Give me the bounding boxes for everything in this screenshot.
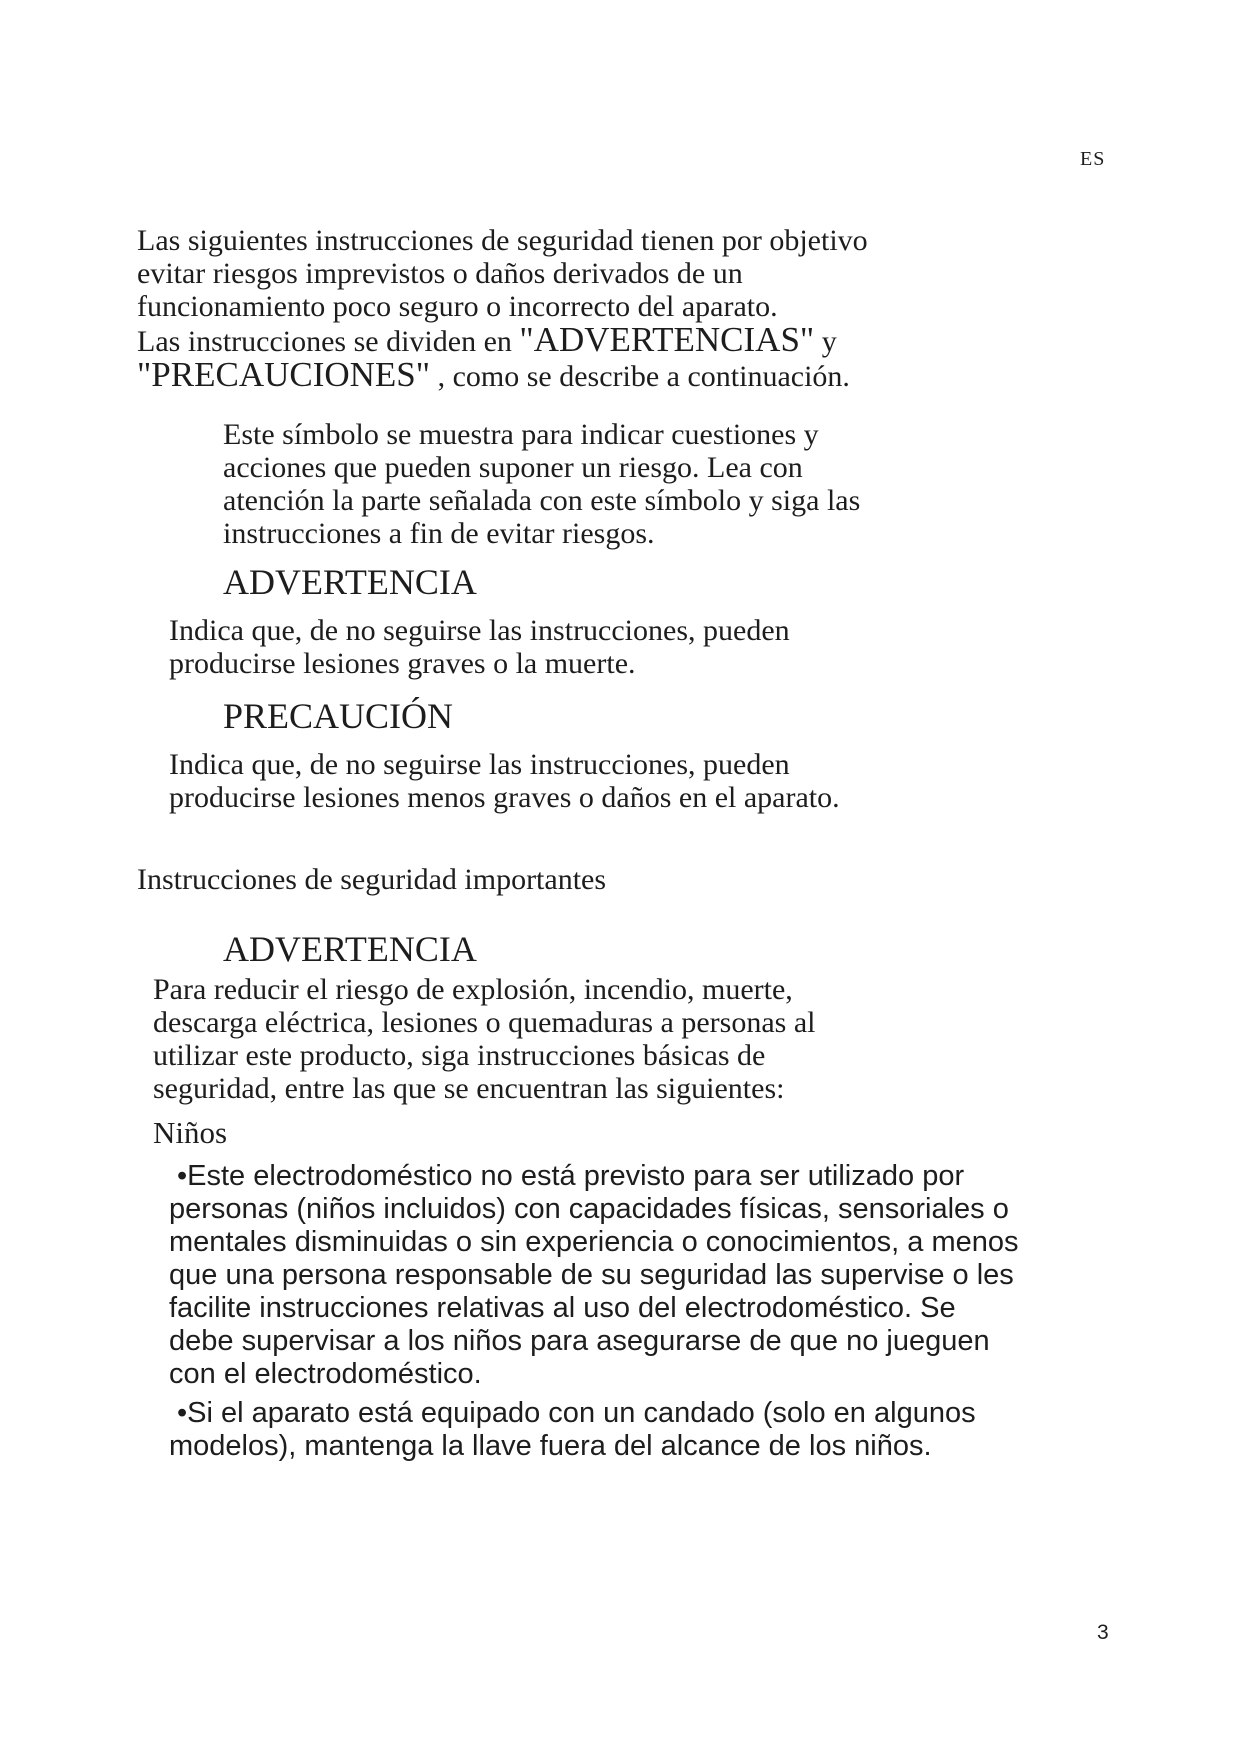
symbol-line: Este símbolo se muestra para indicar cuestiones y [223, 418, 819, 451]
symbol-line: instrucciones a fin de evitar riesgos. [223, 517, 655, 550]
caution-heading: PRECAUCIÓN [223, 696, 454, 736]
bullet-line: mentales disminuidas o sin experiencia o conocimientos, a menos [169, 1226, 1019, 1258]
bullet-icon: • [177, 1397, 188, 1429]
intro-line: Las siguientes instrucciones de seguridad tienen por objetivo [137, 224, 868, 257]
section-line: descarga eléctrica, lesiones o quemaduras a personas al [153, 1006, 816, 1039]
bullet-line [169, 1160, 1099, 1193]
warning-line: producirse lesiones graves o la muerte. [169, 647, 636, 680]
warning-description [169, 614, 1029, 680]
symbol-line: acciones que pueden suponer un riesgo. Lea con [223, 451, 803, 484]
advertencias-term: "ADVERTENCIAS" [519, 320, 815, 359]
children-subheading: Niños [153, 1115, 228, 1150]
bullet-line: con el electrodoméstico. [169, 1358, 482, 1390]
intro-line: evitar riesgos imprevistos o daños derivados de un [137, 257, 743, 290]
intro-text: Las instrucciones se dividen en [137, 325, 520, 358]
intro-line [137, 320, 997, 359]
bullet-line [169, 1397, 1099, 1430]
bullet-text: Este electrodoméstico no está previsto para ser utilizado por [187, 1160, 965, 1192]
section-line: Para reducir el riesgo de explosión, incendio, muerte, [153, 973, 793, 1006]
section-line: utilizar este producto, siga instrucciones básicas de [153, 1039, 766, 1072]
section-line: seguridad, entre las que se encuentran las siguientes: [153, 1072, 785, 1105]
intro-text: y [814, 325, 837, 358]
intro-paragraph [137, 224, 997, 393]
caution-line: Indica que, de no seguirse las instrucciones, pueden [169, 748, 790, 781]
intro-line [137, 355, 997, 394]
precauciones-term: "PRECAUCIONES" [137, 355, 431, 394]
language-code: ES [1080, 148, 1106, 170]
page-number: 3 [1097, 1621, 1109, 1644]
bullet-line: debe supervisar a los niños para asegurarse de que no jueguen [169, 1325, 990, 1357]
bullet-line: que una persona responsable de su seguridad las supervise o les [169, 1259, 1014, 1291]
symbol-line: atención la parte señalada con este símbolo y siga las [223, 484, 861, 517]
section-title: Instrucciones de seguridad importantes [137, 863, 607, 896]
caution-description [169, 748, 1069, 814]
bullet-line: modelos), mantenga la llave fuera del alcance de los niños. [169, 1430, 932, 1462]
caution-line: producirse lesiones menos graves o daños en el aparato. [169, 781, 840, 814]
list-item [169, 1160, 1099, 1391]
intro-text: , como se describe a continuación. [430, 360, 850, 393]
warning-line: Indica que, de no seguirse las instrucciones, pueden [169, 614, 790, 647]
intro-line: funcionamiento poco seguro o incorrecto del aparato. [137, 290, 778, 323]
bullet-text: Si el aparato está equipado con un candado (solo en algunos [187, 1397, 976, 1429]
bullet-line: personas (niños incluidos) con capacidades físicas, sensoriales o [169, 1193, 1009, 1225]
list-item [169, 1397, 1099, 1463]
warning-heading: ADVERTENCIA [223, 562, 477, 602]
bullet-icon: • [177, 1160, 188, 1192]
section-warning-heading: ADVERTENCIA [223, 929, 477, 969]
bullet-line: facilite instrucciones relativas al uso del electrodoméstico. Se [169, 1292, 956, 1324]
symbol-note [223, 418, 983, 550]
children-bullet-list [169, 1160, 1099, 1469]
section-warning-text [153, 973, 1013, 1105]
